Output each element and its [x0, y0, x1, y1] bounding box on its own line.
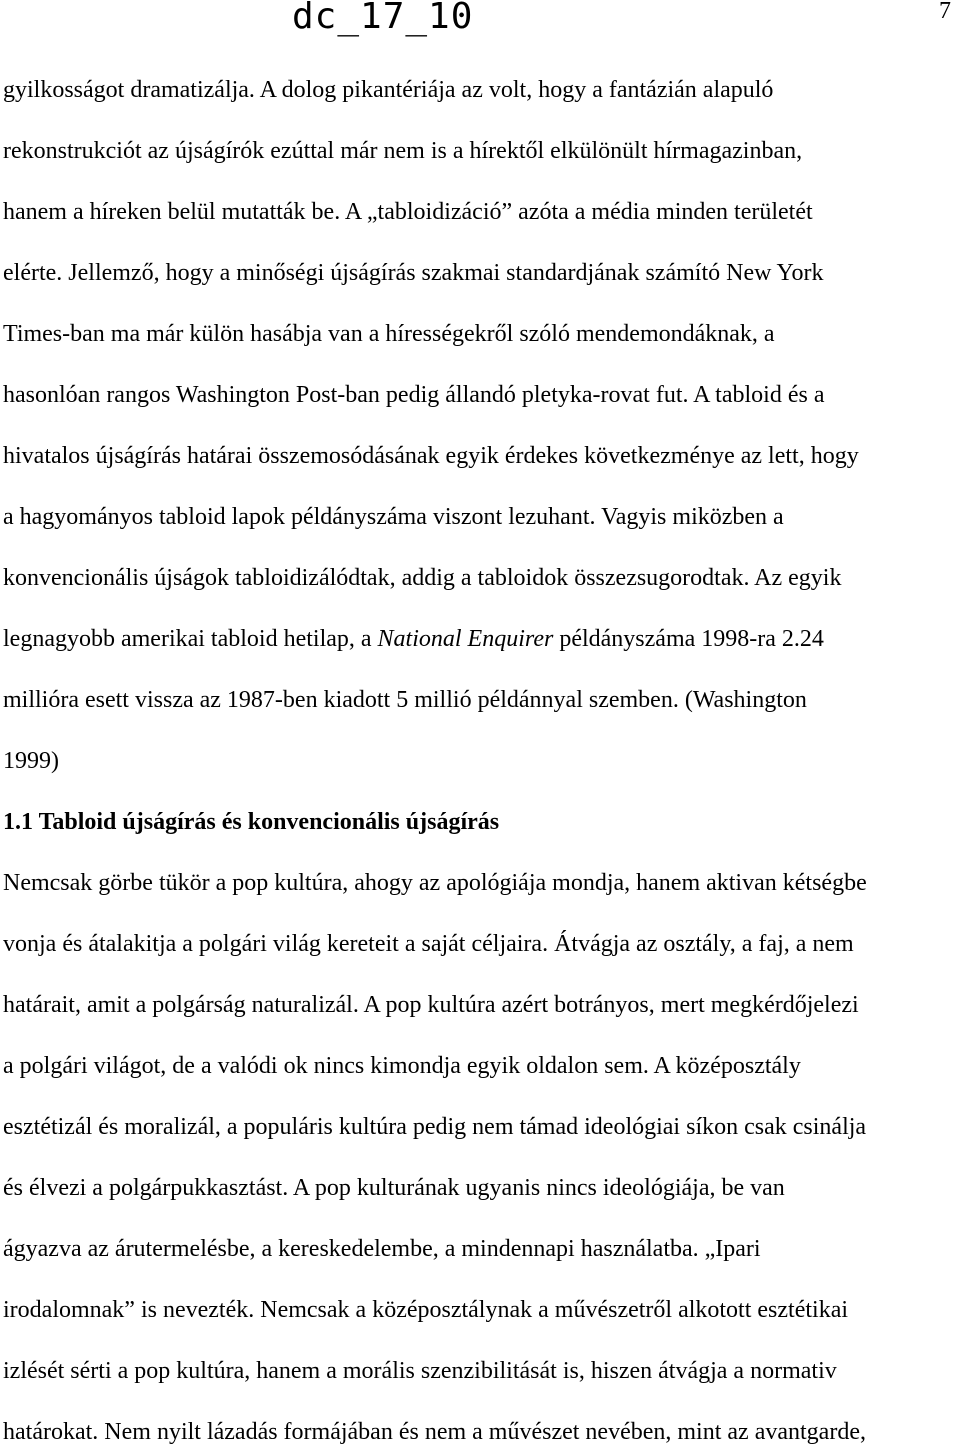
paragraph-line: millióra esett vissza az 1987-ben kiadott 5 millió példánnyal szemben. (Washington: [3, 687, 807, 713]
page-number: 7: [939, 0, 951, 24]
line-text: példányszáma 1998-ra 2.24: [553, 626, 824, 652]
document-code: dc_17_10: [292, 0, 474, 37]
publication-title: National Enquirer: [377, 626, 554, 652]
paragraph-line: hasonlóan rangos Washington Post-ban pedig állandó pletyka-rovat fut. A tabloid és a: [3, 382, 825, 408]
paragraph-line: és élvezi a polgárpukkasztást. A pop kulturának ugyanis nincs ideológiája, be van: [3, 1175, 785, 1201]
paragraph-line: határokat. Nem nyilt lázadás formájában és nem a művészet nevében, mint az avantgarde,: [3, 1419, 866, 1445]
paragraph-line: Times-ban ma már külön hasábja van a hírességekről szóló mendemondáknak, a: [3, 321, 775, 347]
paragraph-line: hivatalos újságírás határai összemosódásának egyik érdekes következménye az lett, hogy: [3, 443, 859, 469]
paragraph-line: gyilkosságot dramatizálja. A dolog pikantériája az volt, hogy a fantázián alapuló: [3, 77, 774, 103]
paragraph-line: ágyazva az árutermelésbe, a kereskedelembe, a mindennapi használatba. „Ipari: [3, 1236, 761, 1262]
paragraph-line: a hagyományos tabloid lapok példányszáma viszont lezuhant. Vagyis miközben a: [3, 504, 784, 530]
paragraph-line: irodalomnak” is nevezték. Nemcsak a középosztálynak a művészetről alkotott esztétikai: [3, 1297, 849, 1323]
paragraph-line: hanem a híreken belül mutatták be. A „tabloidizáció” azóta a média minden területét: [3, 199, 813, 225]
paragraph-line: Nemcsak görbe tükör a pop kultúra, ahogy az apológiája mondja, hanem aktivan kétségbe: [3, 870, 867, 896]
paragraph-line: esztétizál és moralizál, a populáris kultúra pedig nem támad ideológiai síkon csak csinálja: [3, 1114, 867, 1140]
paragraph-line: 1999): [3, 748, 59, 774]
paragraph-line: konvencionális újságok tabloidizálódtak, addig a tabloidok összezsugorodtak. Az egyik: [3, 565, 842, 591]
paragraph-line: a polgári világot, de a valódi ok nincs kimondja egyik oldalon sem. A középosztály: [3, 1053, 801, 1079]
paragraph-line: izlését sérti a pop kultúra, hanem a morális szenzibilitását is, hiszen átvágja a normativ: [3, 1358, 837, 1384]
paragraph-line: rekonstrukciót az újságírók ezúttal már nem is a hírektől elkülönült hírmagazinban,: [3, 138, 803, 164]
line-text: legnagyobb amerikai tabloid hetilap, a: [3, 626, 378, 652]
paragraph-line: elérte. Jellemző, hogy a minőségi újságírás szakmai standardjának számító New York: [3, 260, 824, 286]
paragraph-line: határait, amit a polgárság naturalizál. A pop kultúra azért botrányos, mert megkérdőjelezi: [3, 992, 859, 1018]
paragraph-line: vonja és átalakitja a polgári világ kereteit a saját céljaira. Átvágja az osztály, a faj, a nem: [3, 931, 854, 957]
paragraph-line: [3, 627, 824, 651]
section-heading: 1.1 Tabloid újságírás és konvencionális újságírás: [3, 809, 500, 835]
